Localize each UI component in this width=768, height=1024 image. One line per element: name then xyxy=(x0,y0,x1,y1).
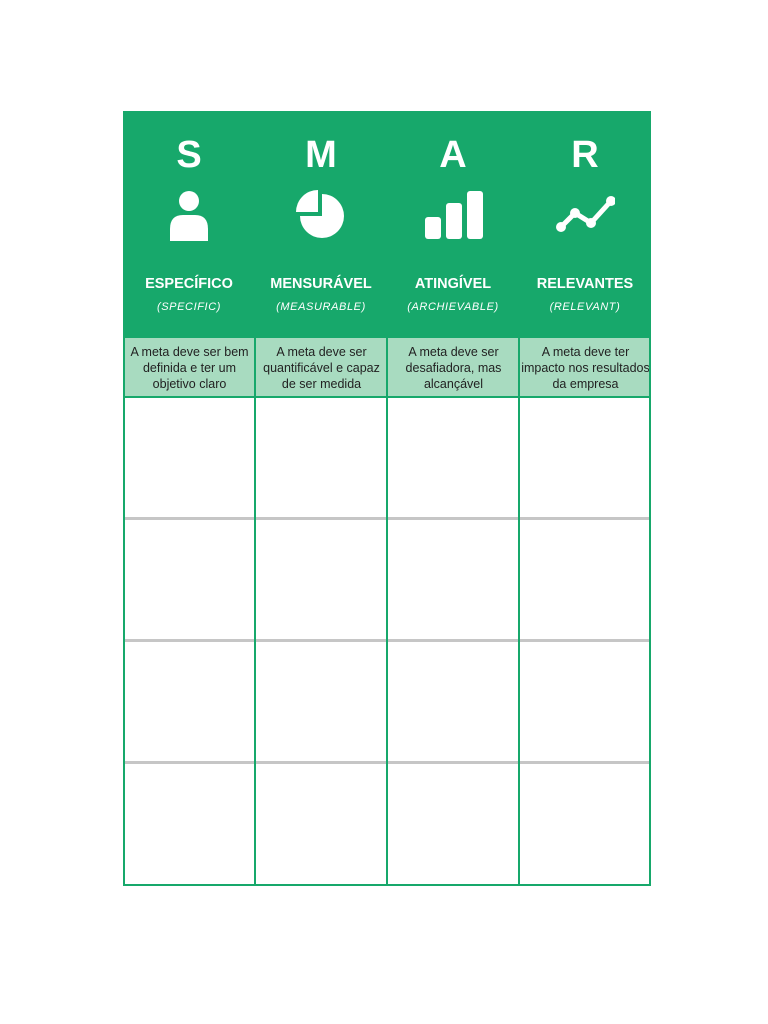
description-achievable: A meta deve ser desafiadora, mas alcançável xyxy=(405,344,502,391)
column-title: MENSURÁVEL xyxy=(270,276,372,292)
description-relevant: A meta deve ter impacto nos resultados da empresa xyxy=(521,344,650,391)
smart-table xyxy=(123,111,651,886)
letter-a: A xyxy=(439,134,467,176)
person-icon xyxy=(159,185,219,245)
column-title: ATINGÍVEL xyxy=(414,276,492,292)
letter-r: R xyxy=(571,134,599,176)
column-divider xyxy=(254,338,256,886)
column-subtitle: (MEASURABLE) xyxy=(276,301,366,313)
pie-chart-icon xyxy=(291,185,351,245)
bar-chart-icon xyxy=(423,185,483,245)
trend-line-icon xyxy=(555,185,615,245)
column-title: ESPECÍFICO xyxy=(145,276,233,292)
column-specific xyxy=(123,111,255,338)
letter-m: M xyxy=(305,134,337,176)
column-relevant xyxy=(519,111,651,338)
letter-s: S xyxy=(176,134,202,176)
column-achievable xyxy=(387,111,519,338)
description-specific: A meta deve ser bem definida e ter um objetivo claro xyxy=(130,344,249,391)
column-title: RELEVANTES xyxy=(536,276,634,292)
column-subtitle: (RELEVANT) xyxy=(549,301,621,313)
column-divider xyxy=(386,338,388,886)
column-subtitle: (ARCHIEVABLE) xyxy=(407,301,499,313)
column-measurable xyxy=(255,111,387,338)
column-divider xyxy=(518,338,520,886)
description-measurable: A meta deve ser quantificável e capaz de ser medida xyxy=(263,344,380,391)
column-subtitle: (SPECIFIC) xyxy=(156,301,222,313)
smart-header xyxy=(123,111,651,338)
